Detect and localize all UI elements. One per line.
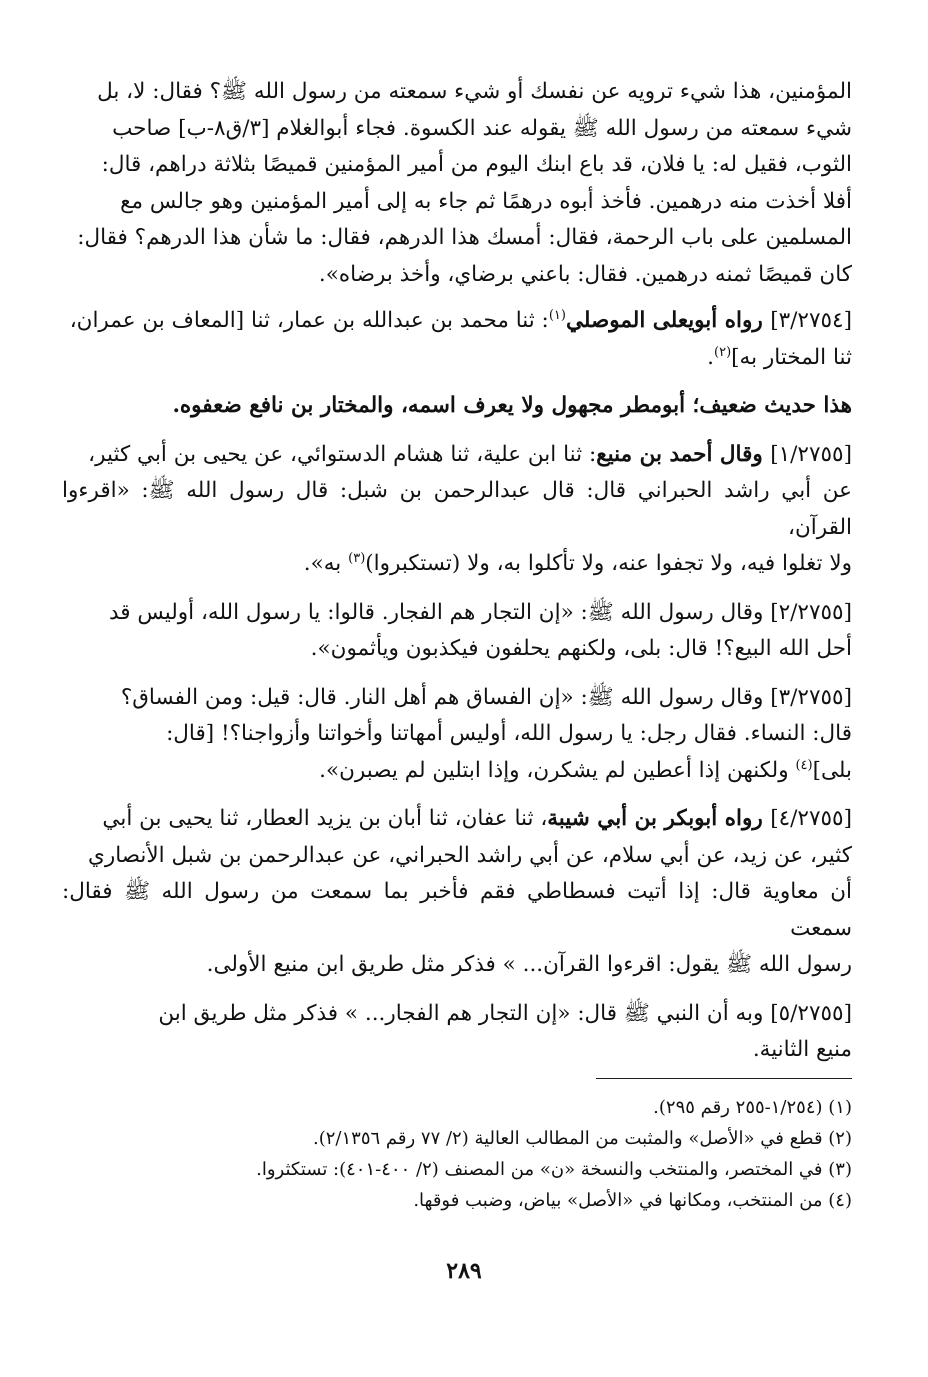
hadith-entry-1-2755 — [62, 437, 852, 583]
text-line: أفلا أخذت منه درهمين. فأخذ أبوه درهمًا ثم جاء به إلى أمير المؤمنين وهو جالس مع — [120, 188, 852, 214]
footnote-4: (٤) من المنتخب، ومكانها في «الأصل» بياض، وضبب فوقها. — [413, 1190, 852, 1211]
text-line — [62, 595, 852, 632]
text-line: هذا حديث ضعيف؛ أبومطر مجهول ولا يعرف اسمه، والمختار بن نافع ضعفوه. — [172, 393, 852, 418]
text-line — [62, 753, 852, 790]
text-line — [62, 340, 852, 377]
text-line: كثير، عن زيد، عن أبي سلام، عن أبي راشد الحبراني، عن عبدالرحمن بن شبل الأنصاري — [88, 842, 852, 868]
hadith-ref: [١/٢٧٥٥] — [770, 441, 852, 467]
text-segment: وبه أن النبي ﷺ قال: «إن التجار هم الفجار... » فذكر مثل طريق ابن — [158, 1000, 771, 1026]
footnote-divider — [596, 1078, 852, 1079]
text-segment: ، ثنا عفان، ثنا أبان بن يزيد العطار، ثنا يحيى بن أبي — [102, 806, 548, 831]
footnote-marker: (٣) — [348, 550, 366, 566]
hadith-ref: [٢/٢٧٥٥] — [770, 599, 852, 625]
text-segment: به». — [303, 551, 349, 576]
text-segment: : ثنا محمد بن عبدالله بن عمار، ثنا [المعاف بن عمران، — [69, 308, 549, 333]
footnote-1: (١) (١/٢٥٤-٢٥٥ رقم ٢٩٥). — [653, 1097, 852, 1118]
footnote-3: (٣) في المختصر، والمنتخب والنسخة «ن» من المصنف (٢/ ٤٠٠-٤٠١): تستكثروا. — [256, 1159, 852, 1180]
footnotes — [62, 1092, 852, 1216]
text-line: منيع الثانية. — [752, 1037, 852, 1062]
grading-note — [62, 388, 852, 425]
hadith-entry-4-2755 — [62, 801, 852, 984]
hadith-entry-3-2754 — [62, 303, 852, 376]
hadith-entry-2-2755 — [62, 595, 852, 668]
narrator-lead: رواه أبويعلى الموصلي — [565, 308, 771, 333]
footnote-marker: (٢) — [714, 344, 732, 360]
paragraph-continuation — [62, 74, 852, 293]
narrator-lead: رواه أبوبكر بن أبي شيبة — [547, 806, 771, 831]
footnote-marker: (١) — [548, 307, 566, 323]
text-line — [62, 680, 852, 717]
text-line: المؤمنين، هذا شيء ترويه عن نفسك أو شيء سمعته من رسول الله ﷺ؟ فقال: لا، بل — [97, 79, 852, 104]
text-line — [62, 801, 852, 838]
text-line: شيء سمعته من رسول الله ﷺ يقوله عند الكسوة. فجاء أبوالغلام [٣/ق٨-ب] صاحب — [112, 115, 852, 141]
text-segment: : ثنا ابن علية، ثنا هشام الدستوائي، عن يحيى بن أبي كثير، — [88, 441, 597, 467]
narrator-lead: وقال أحمد بن منيع — [596, 441, 771, 467]
text-segment: وقال رسول الله ﷺ: «إن التجار هم الفجار. قالوا: يا رسول الله، أوليس قد — [108, 599, 771, 625]
hadith-entry-5-2755 — [62, 996, 852, 1069]
hadith-entry-3-2755 — [62, 680, 852, 790]
text-segment: ثنا المختار به] — [731, 344, 852, 370]
text-segment: بلى] — [812, 757, 852, 783]
text-line: أن معاوية قال: إذا أتيت فسطاطي فقم فأخبر بما سمعت من رسول الله ﷺ فقال: سمعت — [62, 879, 852, 941]
text-line: قال: النساء. فقال رجل: يا رسول الله، أوليس أمهاتنا وأخواتنا وأزواجنا؟! [قال: — [166, 721, 852, 746]
hadith-ref: [٣/٢٧٥٥] — [770, 684, 852, 710]
text-segment: ولكنهن إذا أعطين لم يشكرن، وإذا ابتلين لم يصبرن». — [319, 757, 796, 783]
text-line — [62, 996, 852, 1033]
text-line — [62, 437, 852, 474]
hadith-ref: [٣/٢٧٥٤] — [770, 308, 852, 333]
hadith-ref: [٤/٢٧٥٥] — [770, 806, 852, 831]
text-line — [62, 546, 852, 583]
text-segment: وقال رسول الله ﷺ: «إن الفساق هم أهل النار. قال: قيل: ومن الفساق؟ — [120, 684, 771, 710]
text-line: رسول الله ﷺ يقول: اقرءوا القرآن... » فذكر مثل طريق ابن منيع الأولى. — [206, 952, 852, 977]
main-text — [62, 74, 852, 1081]
text-segment: ولا تغلوا فيه، ولا تجفوا عنه، ولا تأكلوا به، ولا (تستكبروا) — [365, 551, 852, 576]
text-line: الثوب، فقيل له: يا فلان، قد باع ابنك اليوم من أمير المؤمنين قميصًا بثلاثة دراهم، قال: — [101, 152, 852, 177]
page-number: ٢٨٩ — [446, 1258, 482, 1284]
footnote-2: (٢) قطع في «الأصل» والمثبت من المطالب العالية (٢/ ٧٧ رقم ٢/١٣٥٦). — [313, 1128, 852, 1149]
text-line: كان قميصًا ثمنه درهمين. فقال: باعني برضاي، وأخذ برضاه». — [318, 261, 852, 287]
text-line: عن أبي راشد الحبراني قال: قال عبدالرحمن بن شبل: قال رسول الله ﷺ: «اقرءوا القرآن، — [62, 478, 852, 540]
text-line — [62, 303, 852, 340]
hadith-ref: [٥/٢٧٥٥] — [770, 1000, 852, 1026]
text-line: أحل الله البيع؟! قال: بلى، ولكنهم يحلفون فيكذبون ويأثمون». — [310, 636, 852, 661]
text-segment: . — [707, 344, 715, 370]
text-line: المسلمين على باب الرحمة، فقال: أمسك هذا الدرهم، فقال: ما شأن هذا الدرهم؟ فقال: — [77, 225, 852, 250]
footnote-marker: (٤) — [795, 757, 813, 773]
